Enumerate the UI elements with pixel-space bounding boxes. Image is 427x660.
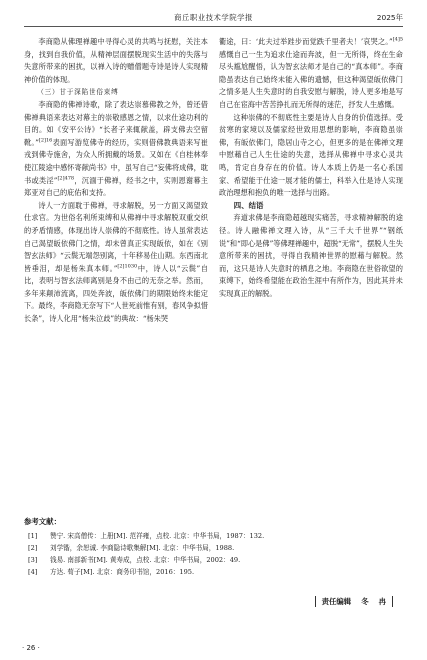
editor-name-1: 冬 — [361, 597, 369, 606]
article-body — [24, 36, 403, 512]
reference-item: [4] 方达. 荀子[M]. 北京：商务印书馆，2016：195. — [28, 568, 195, 576]
page-number: · 26 · — [22, 644, 40, 652]
body-paragraph: 李商隐从佛理禅趣中寻得心灵的共鸣与抚慰，关注本身，找到自我价值，从精神层面摆脱现实生活中的失落与失意所带来的困扰，以禅入诗的赠僧题寺诗是诗人实现精神价值的体现。 — [24, 37, 208, 84]
citation-marker: [2]478 — [57, 175, 75, 182]
running-header — [24, 10, 403, 27]
section-heading: 四、结语 — [233, 200, 264, 210]
body-paragraph: 衢途，曰：‘此夫过举跬步而觉跌千里者夫！’哀哭之。”$^{[4]5}$感慨自己一生为追求仕途而奔波，但一无所得，终在生命尽头尴尬醒悟，认为智玄法师才是自己的“真本师”。李商隐虽表达自己始终未能入佛的遗憾，但这种渴望皈依佛门之情多是人生失意时的自我安慰与解脱，诗人更多地是写自己在宦海中苦苦挣扎而无所得的迷茫，抒发人生感慨。 — [219, 36, 403, 109]
citation-marker: [2]16 — [38, 137, 53, 144]
references-list — [28, 530, 387, 578]
editor-label: 责任编辑 — [321, 597, 352, 606]
responsible-editor — [315, 596, 393, 607]
right-column — [219, 36, 403, 512]
reference-item: [2] 刘学锴，余恕诚. 李商隐诗歌集解[M]. 北京：中华书局，1988. — [28, 544, 235, 552]
reference-item: [1] 赞宁. 宋高僧传：上册[M]. 范祥雍，点校. 北京：中华书局，1987：132. — [28, 532, 265, 540]
editor-name-2: 冉 — [378, 597, 386, 606]
journal-title: 商丘职业技术学院学报 — [174, 13, 253, 22]
references-title: 参考文献： — [24, 517, 61, 526]
subsection-heading: （三）甘于深陷世俗束缚 — [37, 88, 119, 97]
body-paragraph: 弃道求佛是李商隐超越现实痛苦，寻求精神解脱的途径。诗人融佛禅文理入诗，从“三千大千世界”“钢纸说”和“即心是佛”等佛理禅趣中，超脱“无常”，摆脱人生失意所带来的困扰，寻得自我精神世界的慰藉与解脱。然而，这只是诗人失意时的栖息之地。李商隐在世俗欲望的束缚下，始终希望能在政治生涯中有所作为，因此其并未实现真正的解脱。 — [219, 213, 403, 298]
body-paragraph: 李商隐的佛禅诗歌，除了表达崇慕佛教之外，曾还借佛禅典语来表达对幕主的崇敬感恩之情，以求仕途功利的目的。如《安平公诗》“长者子来辄献盖，辟支佛去空留靴。”$^{[2]16}$表面写游览佛寺的经历，实则借佛教典语来写崔戎到佛寺施舍，为众人所拥戴的场景。又如在《自桂林奉使江陵途中感怀寄献尚书》中，虽写自己“妄佛将成佛，耽书或类淫”$^{[2]478}$，沉湎于佛禅，经书之中，实则恩谢幕主郑亚对自己的庇佑和支持。 — [24, 99, 208, 198]
journal-year: 2025年 — [376, 13, 403, 22]
citation-marker: [2]1030 — [117, 263, 138, 270]
citation-marker: [4]5 — [392, 36, 403, 43]
body-paragraph: 诗人一方面耽于佛禅，寻求解脱，另一方面又渴望致仕求官。为世俗名利所束缚和从佛禅中寻求解脱双重交织的矛盾情感，体现出诗人崇佛的不彻底性。诗人虽常表达自己渴望皈依佛门之情，却未曾真正实现皈依，如在《别智玄法师》“云鬓无端怨别离，十年移易住山期。东西南北皆垂泪，却是杨朱真本师。”$^{[2]1030}$中，诗人以“云鬓”自比，表明与智玄法师离别是身不由己的无奈之举。然而，多年来颠沛流离，四处奔波，皈依佛门的期限始终未能定下。最终，李商隐无奈写下“人世死前惟有别，春风争拟惜长条”，诗人化用“杨朱泣歧”的典故：“杨朱哭 — [24, 200, 208, 324]
body-paragraph: 这种崇佛的不彻底性主要是诗人自身的价值选择。受贫寒的家境以及儒家经世致用思想的影响，李商隐虽崇佛，有皈依佛门，隐居山寺之心，但更多的是在佛禅文理中慰藉自己人生仕途的失意，选择从佛禅中寻求心灵共鸣，肯定自身存在的价值。诗人本质上仍是一名心系国家、希望能于仕途一展才能的儒士，科举入仕是诗人实现政治理想和抱负的唯一选择与出路。 — [219, 112, 403, 198]
left-column — [24, 36, 208, 512]
reference-item: [3] 钱易. 南部新书[M]. 黄寿成，点校. 北京：中华书局，2002：49. — [28, 556, 241, 564]
